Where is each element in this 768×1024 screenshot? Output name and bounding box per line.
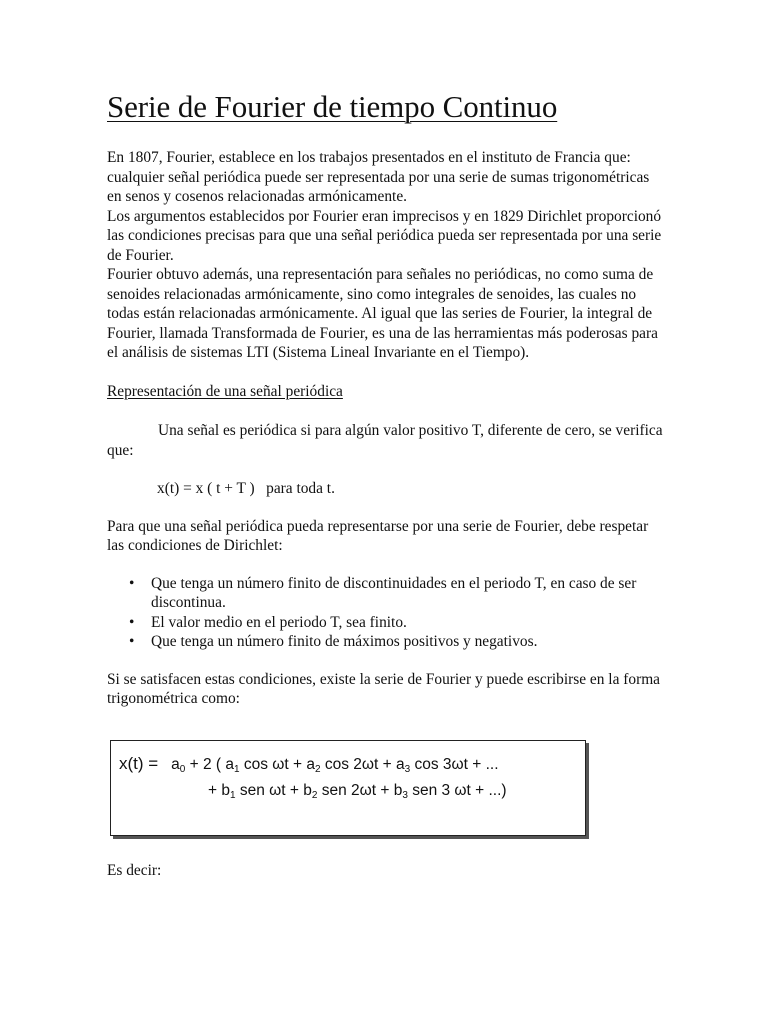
bullet-icon: • bbox=[129, 613, 135, 631]
periodic-formula: x(t) = x ( t + T ) para toda t. bbox=[157, 480, 335, 497]
formula-subscript: 2 bbox=[315, 764, 321, 775]
formula-subscript: 1 bbox=[229, 790, 236, 801]
formula-subscript: 0 bbox=[179, 764, 186, 775]
formula-subscript: 3 bbox=[404, 764, 411, 775]
condition-text: Que tenga un número finito de discontinuidades en el periodo T, en caso de ser discontinua. bbox=[151, 574, 637, 611]
formula-term: sen 3 ωt + ...) bbox=[407, 782, 507, 799]
intro-paragraph bbox=[107, 148, 663, 363]
intro-sentence-3: Fourier obtuvo además, una representación para señales no periódicas, no como suma de senoides relacionadas armónicamente, sino como integrales de senoides, las cuales no todas están relacionadas armónicamente. Al igual que las series de Fourier, la integral de Fourier, llamada Transformada de Fourier, es una de las herramientas más poderosas para el análisis de sistemas LTI (Sistema Lineal Invariante en el Tiempo). bbox=[107, 266, 658, 361]
formula-term: a bbox=[171, 756, 180, 773]
bullet-icon: • bbox=[129, 633, 135, 650]
formula-line-1 bbox=[119, 754, 499, 774]
page-title: Serie de Fourier de tiempo Continuo bbox=[107, 89, 558, 124]
list-item bbox=[129, 632, 663, 652]
document-body bbox=[107, 84, 663, 709]
dirichlet-conditions-list bbox=[107, 574, 663, 652]
formula-line-2 bbox=[208, 782, 507, 800]
formula-term: sen 2ωt + b bbox=[317, 782, 403, 799]
satisfy-paragraph: Si se satisfacen estas condiciones, existe la serie de Fourier y puede escribirse en la forma trigonométrica como: bbox=[107, 670, 661, 707]
formula-term: + 2 ( a bbox=[185, 756, 234, 773]
section-heading: Representación de una señal periódica bbox=[107, 382, 343, 400]
formula-subscript: 3 bbox=[402, 790, 408, 801]
formula-term: sen ωt + b bbox=[235, 782, 312, 799]
list-item bbox=[129, 613, 663, 633]
list-item bbox=[129, 574, 663, 613]
dirichlet-intro: Para que una señal periódica pueda representarse por una serie de Fourier, debe respetar las condiciones de Dirichlet: bbox=[107, 517, 649, 554]
formula-term: cos 2ωt + a bbox=[320, 756, 405, 773]
condition-text: El valor medio en el periodo T, sea finito. bbox=[151, 613, 407, 631]
closing-text: Es decir: bbox=[107, 862, 162, 879]
bullet-icon: • bbox=[129, 574, 135, 592]
intro-sentence-1: En 1807, Fourier, establece en los trabajos presentados en el instituto de Francia que: cualquier señal periódica puede ser representada por una serie de sumas trigonométricas en senos y cosenos relacionadas armónicamente. bbox=[107, 149, 650, 205]
formula-subscript: 2 bbox=[311, 790, 318, 801]
formula-subscript: 1 bbox=[234, 764, 240, 775]
periodic-definition: Una señal es periódica si para algún valor positivo T, diferente de cero, se verifica que: bbox=[107, 422, 663, 459]
condition-text: Que tenga un número finito de máximos positivos y negativos. bbox=[151, 633, 538, 650]
fourier-formula-box bbox=[110, 740, 586, 836]
intro-sentence-2: Los argumentos establecidos por Fourier eran imprecisos y en 1829 Dirichlet proporcionó las condiciones precisas para que una señal periódica pueda ser representada por una serie de Fourier. bbox=[107, 207, 662, 264]
formula-term: + b bbox=[208, 782, 230, 799]
formula-term: cos ωt + a bbox=[239, 756, 315, 773]
formula-term: cos 3ωt + ... bbox=[410, 756, 499, 773]
formula-lhs: x(t) = bbox=[119, 754, 159, 773]
